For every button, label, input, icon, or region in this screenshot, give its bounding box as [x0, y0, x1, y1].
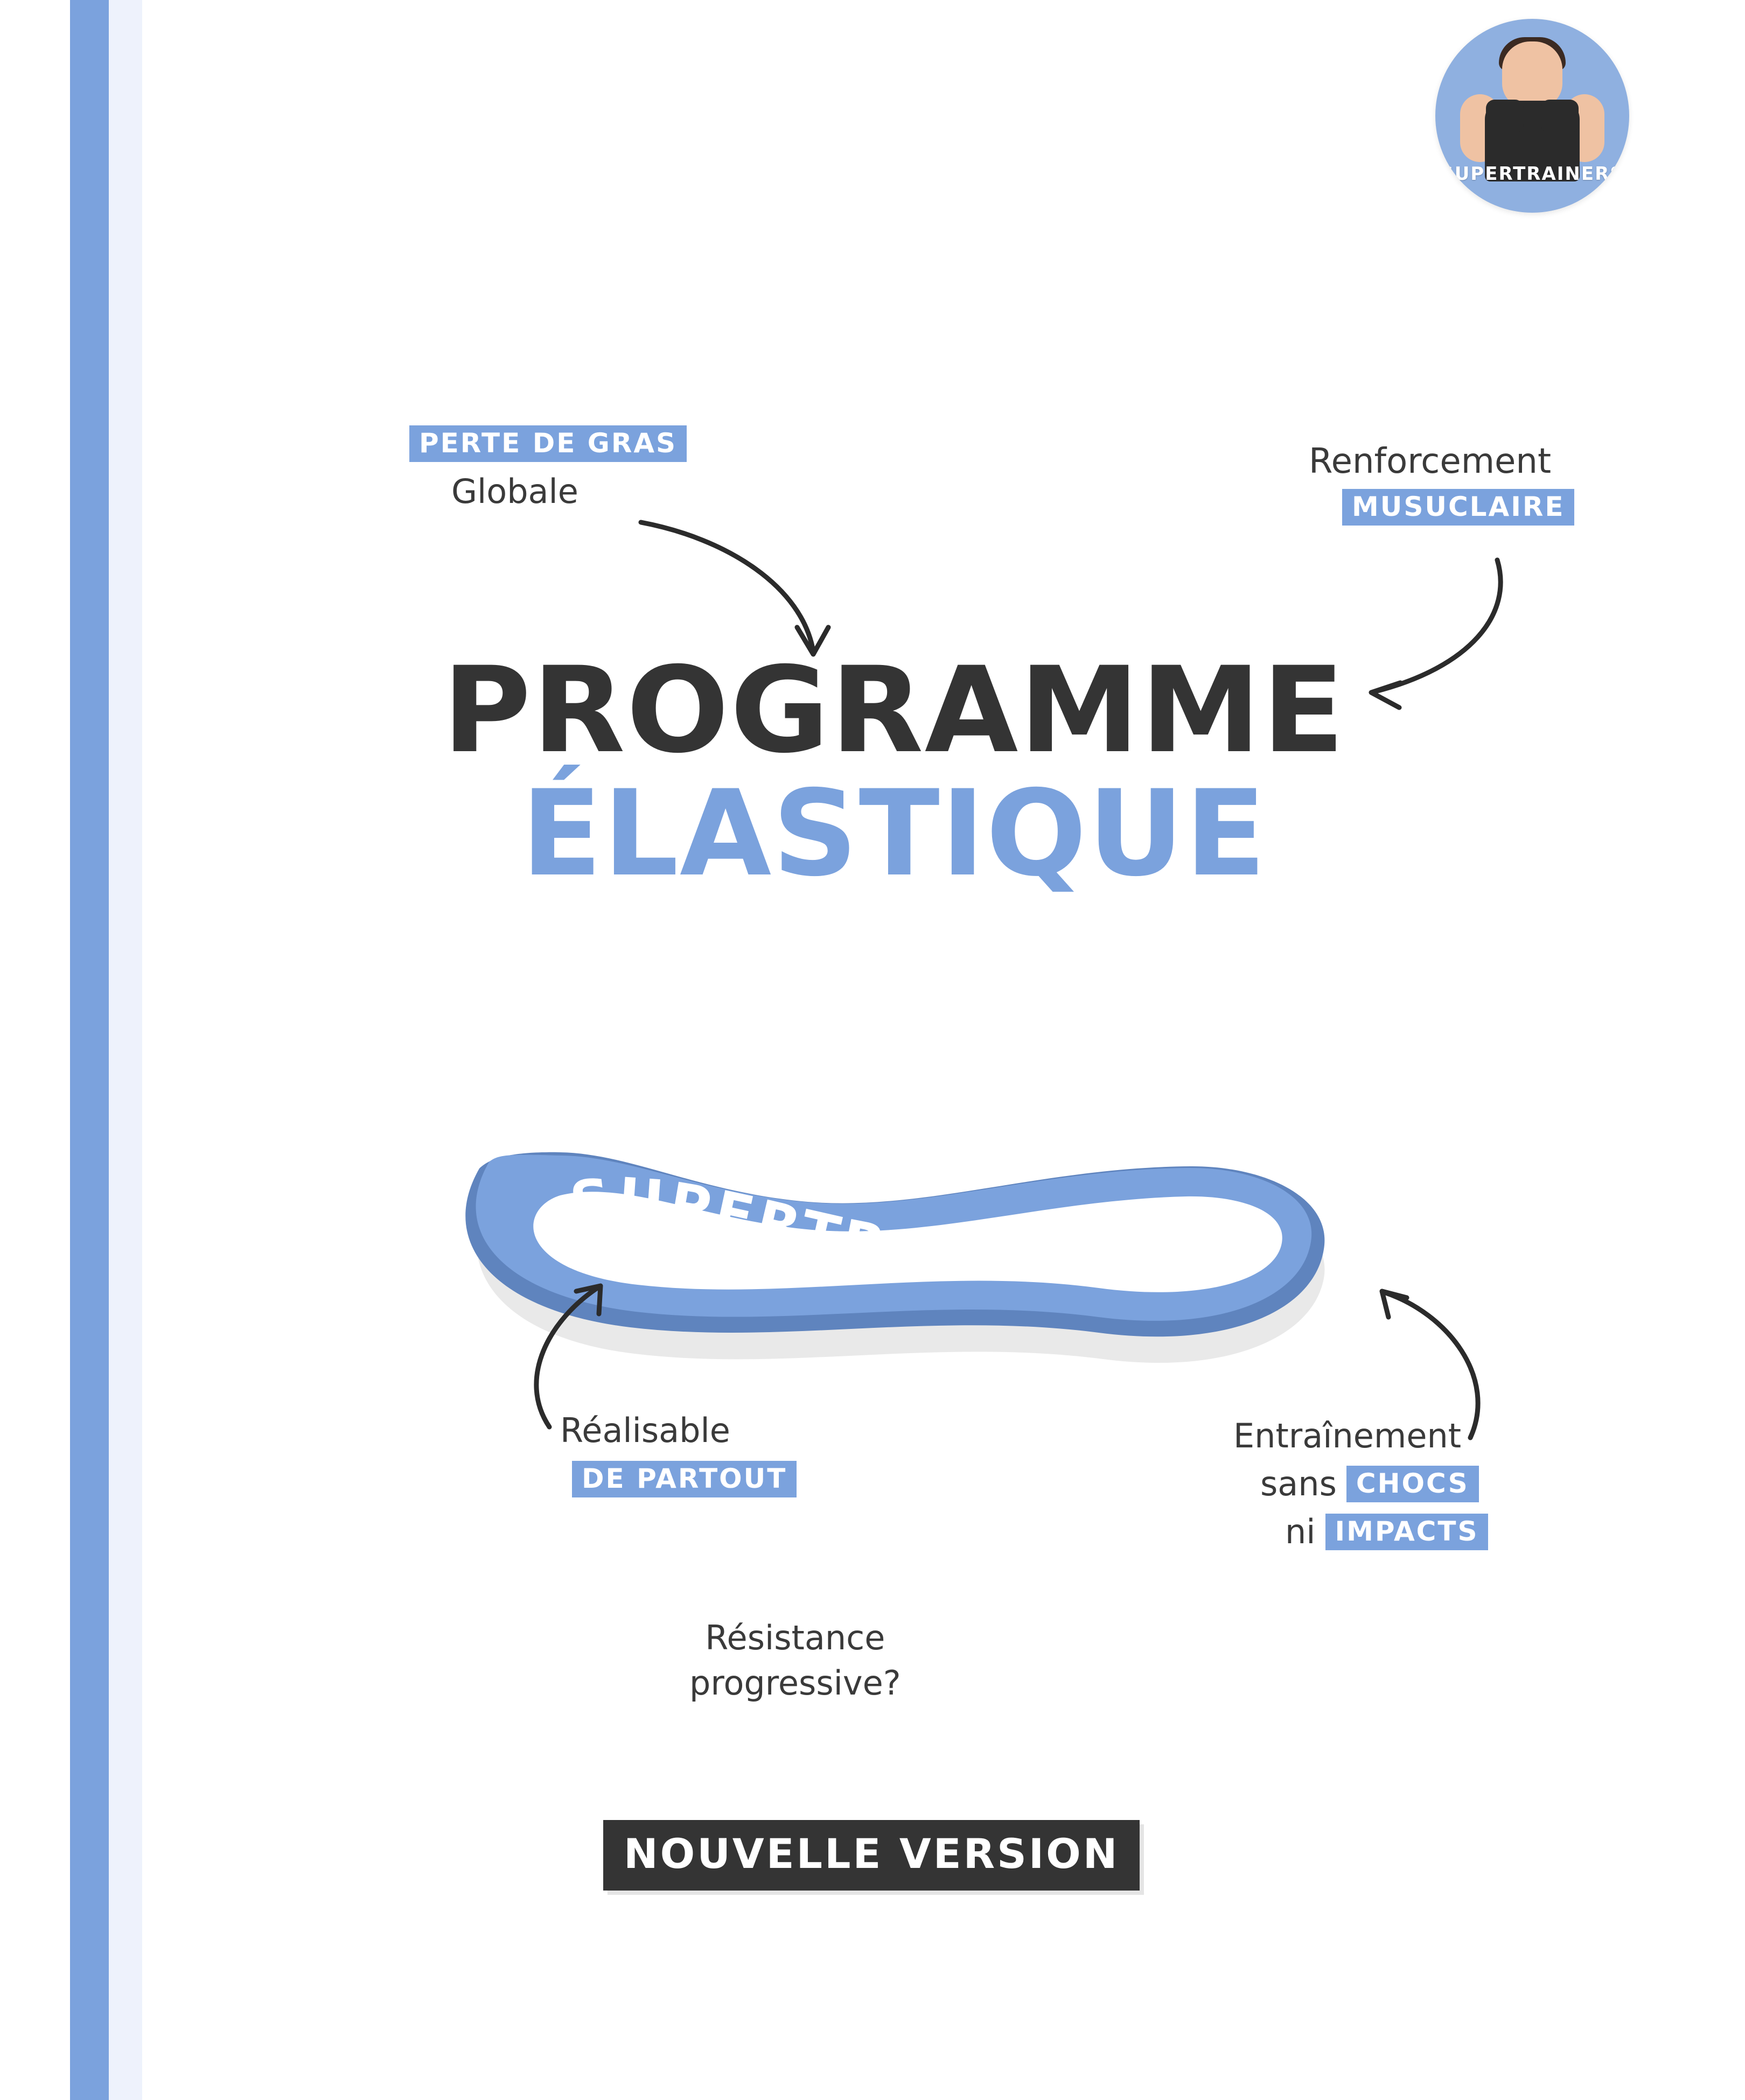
musuclaire-chip: MUSUCLAIRE [1342, 489, 1574, 526]
title-line-programme: PROGRAMME [442, 641, 1346, 779]
supertrainers-logo [1435, 19, 1629, 213]
nouvelle-version-badge: NOUVELLE VERSION [603, 1820, 1140, 1891]
annotation-renforcement-musculaire [1309, 442, 1574, 526]
entrainement-word-sans: sans [1260, 1464, 1337, 1503]
perte-de-gras-subtitle: Globale [451, 472, 578, 511]
entrainement-word-ni: ni [1285, 1512, 1316, 1551]
entrainement-line2 [1233, 1464, 1488, 1503]
left-spine-accent-band [70, 0, 109, 2100]
logo-head-icon [1502, 41, 1562, 108]
chocs-chip: CHOCS [1346, 1466, 1479, 1502]
logo-sleeve-left-icon [1486, 100, 1524, 133]
perte-de-gras-chip: PERTE DE GRAS [409, 425, 687, 462]
resistance-line1: Résistance [705, 1618, 885, 1657]
renforcement-line1: Renforcement [1309, 442, 1552, 481]
entrainement-line3 [1233, 1512, 1488, 1551]
annotation-entrainement-sans-chocs [1233, 1416, 1488, 1551]
logo-sleeve-right-icon [1541, 100, 1579, 133]
arrow-realisable [517, 1271, 668, 1432]
entrainement-line1: Entraînement [1233, 1416, 1462, 1455]
annotation-perte-de-gras [409, 425, 687, 511]
left-spine-light-band [109, 0, 142, 2100]
de-partout-chip: DE PARTOUT [572, 1461, 797, 1497]
page-title [425, 641, 1363, 902]
annotation-realisable-de-partout [560, 1411, 797, 1497]
title-line-elastique: ÉLASTIQUE [521, 765, 1267, 902]
realisable-line1: Réalisable [560, 1411, 730, 1450]
band-label-text: SUPERTRAINERS [567, 1165, 1145, 1291]
annotation-resistance-progressive [689, 1615, 901, 1705]
impacts-chip: IMPACTS [1325, 1514, 1489, 1550]
resistance-line2: progressive? [689, 1663, 901, 1703]
logo-ribbon-text: SUPERTRAINERS [1440, 163, 1624, 185]
